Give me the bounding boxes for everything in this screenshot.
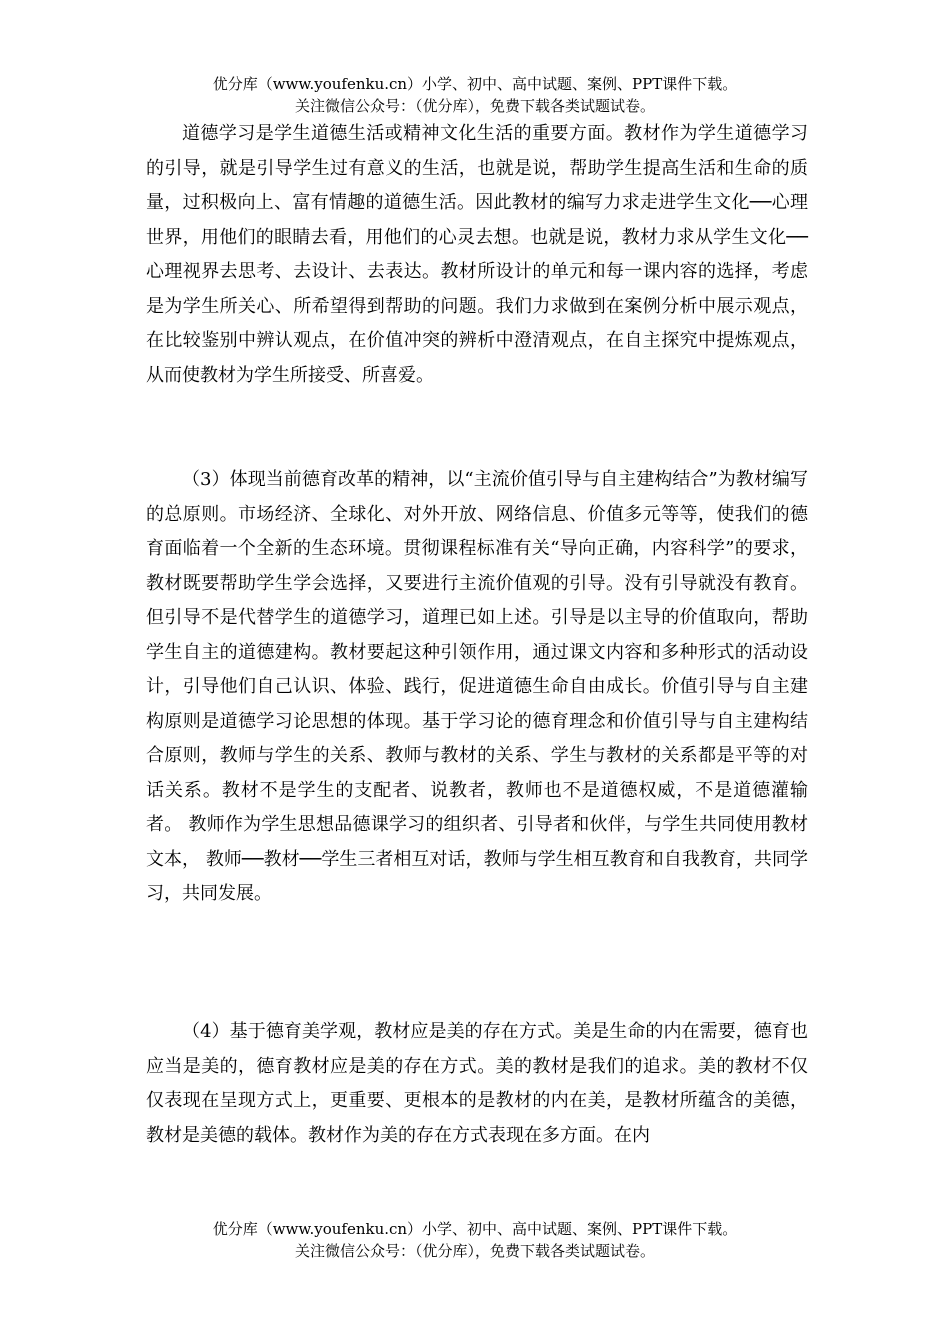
- header-line-2: 关注微信公众号：（优分库），免费下载各类试题试卷。: [294, 97, 655, 115]
- paragraph-item-3: （3）体现当前德育改革的精神，以“主流价值引导与自主建构结合”为教材编写的总原则。市场经济、全球化、对外开放、网络信息、价值多元等等，使我们的德育面临着一个全新的生态环境。贯彻课程标准有关“导向正确，内容科学”的要求，教材既要帮助学生学会选择，又要进行主流价值观的引导。没有引导就没有教育。但引导不是代替学生的道德学习，道理已如上述。引导是以主导的价值取向，帮助学生自主的道德建构。教材要起这种引领作用，通过课文内容和多种形式的活动设计，引导他们自己认识、体验、践行，促进道德生命自由成长。价值引导与自主建构原则是道德学习论思想的体现。基于学习论的德育理念和价值引导与自主建构结合原则，教师与学生的关系、教师与教材的关系、学生与教材的关系都是平等的对话关系。教材不是学生的支配者、说教者，教师也不是道德权威，不是道德灌输者。 教师作为学生思想品德课学习的组织者、引导者和伙伴，与学生共同使用教材文本， 教师──教材──学生三者相互对话，教师与学生相互教育和自我教育，共同学习，共同发展。: [146, 469, 808, 904]
- page-header: [0, 73, 950, 117]
- footer-line-1: 优分库（www.youfenku.cn）小学、初中、高中试题、案例、PPT课件下载。: [212, 1220, 738, 1238]
- footer-line-2: 关注微信公众号：（优分库），免费下载各类试题试卷。: [294, 1242, 655, 1260]
- paragraph-moral-learning: 道德学习是学生道德生活或精神文化生活的重要方面。教材作为学生道德学习的引导，就是引导学生过有意义的生活，也就是说，帮助学生提高生活和生命的质量，过积极向上、富有情趣的道德生活。因此教材的编写力求走进学生文化──心理世界，用他们的眼睛去看，用他们的心灵去想。也就是说，教材力求从学生文化──心理视界去思考、去设计、去表达。教材所设计的单元和每一课内容的选择，考虑是为学生所关心、所希望得到帮助的问题。我们力求做到在案例分析中展示观点，在比较鉴别中辨认观点，在价值冲突的辨析中澄清观点，在自主探究中提炼观点，从而使教材为学生所接受、所喜爱。: [146, 123, 808, 386]
- paragraph-item-4: （4）基于德育美学观，教材应是美的存在方式。美是生命的内在需要，德育也应当是美的，德育教材应是美的存在方式。美的教材是我们的追求。美的教材不仅仅表现在呈现方式上，更重要、更根本的是教材的内在美，是教材所蕴含的美德，教材是美德的载体。教材作为美的存在方式表现在多方面。在内: [146, 1021, 808, 1146]
- paragraph-block-1: [146, 117, 808, 393]
- paragraph-block-2: [146, 463, 808, 912]
- header-line-1: 优分库（www.youfenku.cn）小学、初中、高中试题、案例、PPT课件下载。: [212, 75, 738, 93]
- paragraph-block-3: [146, 1015, 808, 1153]
- page-footer: [0, 1218, 950, 1262]
